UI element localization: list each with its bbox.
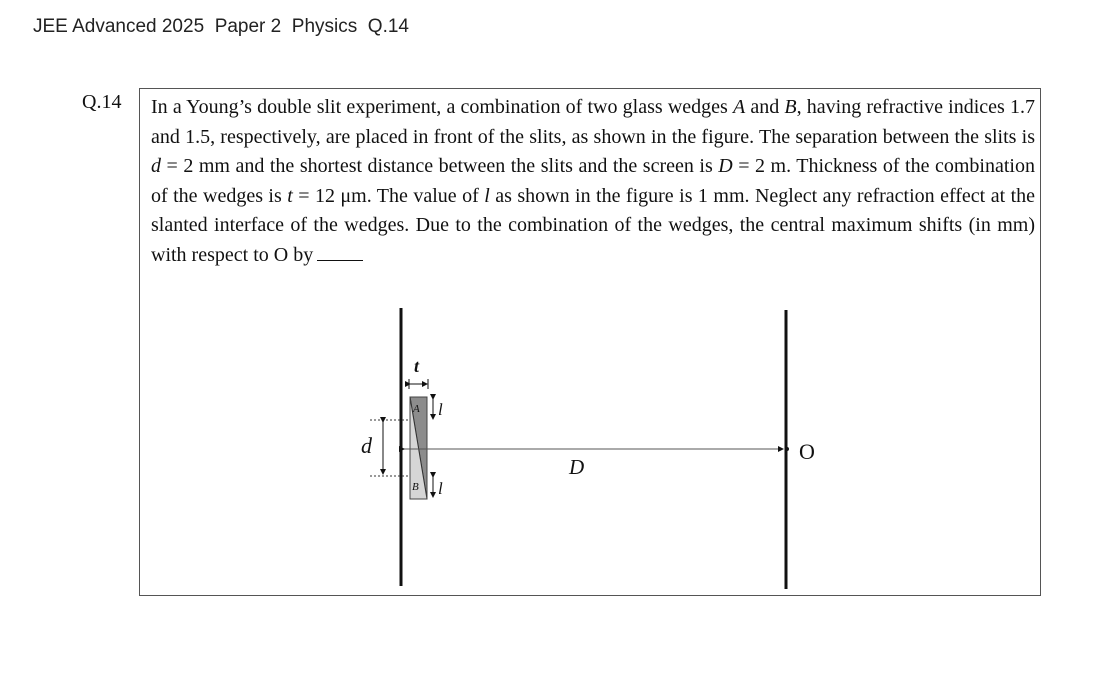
wedge-B-label: B [412,481,419,493]
question-text-part-3: , having refractive indices 1.7 and 1.5, respectively, are placed in front of the slits, as shown in the figure. The separation between the slits is [151,96,1035,148]
question-text-part-5: = 2 m. Thickness of the combination of the wedges is [151,155,1035,207]
var-A: A [732,96,746,118]
question-text-part-2: and [745,96,785,118]
point-O-marker [785,447,789,451]
var-d: d [151,155,161,178]
var-t: t [287,184,293,207]
question-text-part-8: by [288,243,314,266]
question-number: Q.14 [82,91,122,113]
thickness-t-label: t [414,356,420,376]
separation-d-label: d [361,433,372,458]
point-O-label: O [799,439,815,464]
l-bottom-label: l [438,479,443,498]
question-text-part-1: In a Young’s double slit experiment, a combination of two glass wedges [151,96,733,118]
var-l: l [484,184,490,207]
var-O: O [273,243,289,266]
l-top-label: l [438,400,443,419]
question-text-part-7: as shown in the figure is 1 mm. Neglect any refraction effect at the slanted interface of the wedges. Due to the combination of the wedges, the central maximum shifts (in mm) with respect to [151,184,1036,266]
wedge-A-label: A [413,403,420,415]
var-D: D [718,155,733,178]
var-B: B [784,96,797,118]
question-text-part-6: = 12 μm. The value of [292,184,485,207]
page-header-title: JEE Advanced 2025 Paper 2 Physics Q.14 [33,16,410,37]
question-text-part-4: = 2 mm and the shortest distance between the slits and the screen is [161,155,719,178]
distance-D-label: D [569,455,585,479]
